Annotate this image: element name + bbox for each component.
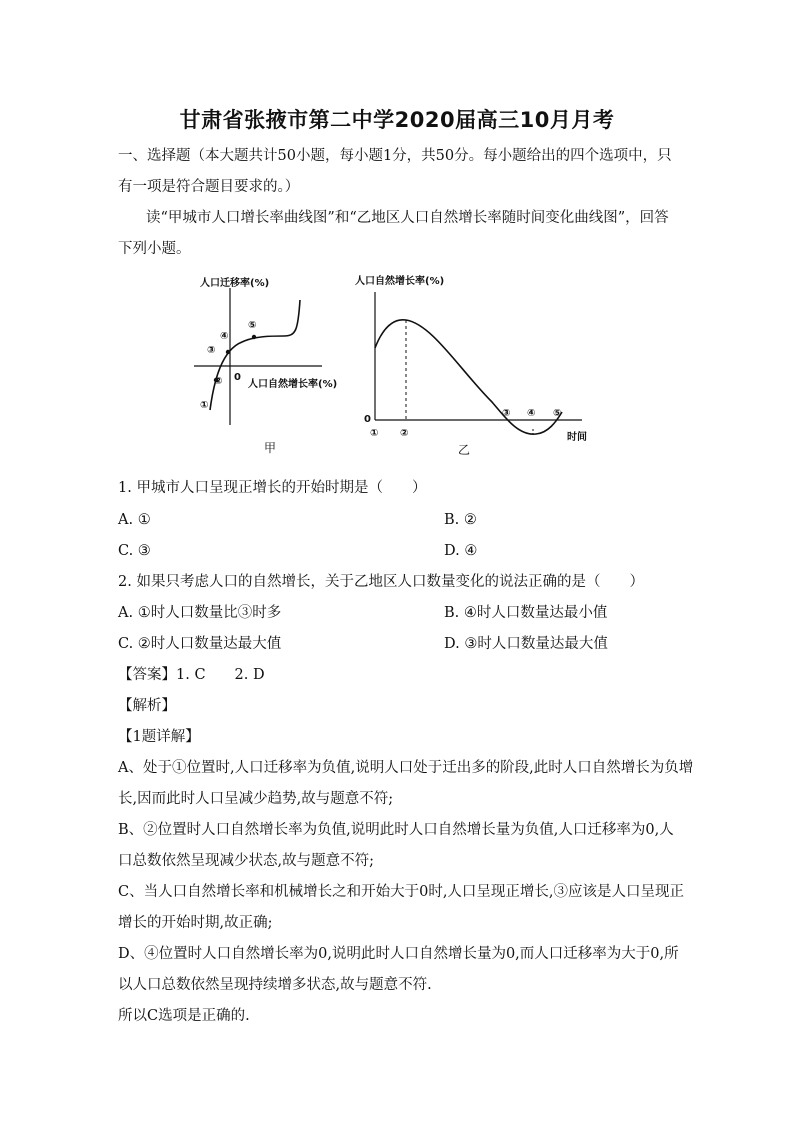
section-heading-line-2: 有一项是符合题目要求的。） [118, 179, 300, 195]
question-2-option-c: C. ②时人口数量达最大值 [118, 636, 282, 652]
analysis-line: 长,因而此时人口呈减少趋势,故与题意不符; [118, 791, 394, 807]
question-2-stem: 2. 如果只考虑人口的自然增长，关于乙地区人口数量变化的说法正确的是（ ） [118, 574, 644, 590]
question-1-option-d: D. ④ [444, 543, 478, 559]
left-graph [194, 276, 337, 455]
right-y-label: 人口自然增长率(%) [355, 276, 445, 287]
figure-svg [192, 270, 612, 460]
page-title: 甘肃省张掖市第二中学2020届高三10月月考 [179, 108, 615, 132]
intro-line-1: 读“甲城市人口增长率曲线图”和“乙地区人口自然增长率随时间变化曲线图”，回答 [146, 210, 669, 226]
question-2-option-d: D. ③时人口数量达最大值 [444, 636, 608, 652]
analysis-line: 增长的开始时期,故正确; [118, 915, 273, 931]
left-marker-5 [252, 335, 256, 339]
left-point-5: ⑤ [248, 320, 257, 331]
right-graph [355, 274, 587, 457]
right-point-5: ⑤ [553, 408, 562, 419]
analysis-line: A、处于①位置时,人口迁移率为负值,说明人口处于迁出多的阶段,此时人口自然增长为负增 [118, 760, 694, 776]
question-1-option-b: B. ② [444, 512, 477, 528]
right-point-2: ② [400, 428, 409, 439]
question-2-option-a: A. ①时人口数量比③时多 [118, 605, 282, 621]
right-point-3: ③ [502, 408, 511, 419]
left-caption: 甲 [264, 441, 277, 455]
left-point-3: ③ [207, 345, 216, 356]
question-1-stem: 1. 甲城市人口呈现正增长的开始时期是（ ） [118, 480, 427, 496]
right-point-1: ① [370, 428, 379, 439]
left-point-1: ① [200, 400, 209, 411]
right-point-4: ④ [527, 408, 536, 419]
left-marker-3 [226, 350, 230, 354]
left-point-4: ④ [220, 331, 229, 342]
question-1-option-c: C. ③ [118, 543, 151, 559]
analysis-line: B、②位置时人口自然增长率为负值,说明此时人口自然增长量为负值,人口迁移率为0,人 [118, 822, 674, 838]
analysis-conclusion: 所以C选项是正确的. [118, 1008, 250, 1024]
right-x-label: 时间 [567, 432, 587, 443]
analysis-line: 口总数依然呈现减少状态,故与题意不符; [118, 853, 374, 869]
left-origin: 0 [234, 372, 241, 383]
q1-analysis-heading: 【1题详解】 [118, 729, 200, 745]
left-y-label: 人口迁移率(%) [200, 278, 270, 289]
right-origin: 0 [364, 414, 371, 425]
right-caption: 乙 [458, 443, 471, 457]
analysis-line: 以人口总数依然呈现持续增多状态,故与题意不符. [118, 977, 432, 993]
analysis-line: D、④位置时人口自然增长率为0,说明此时人口自然增长量为0,而人口迁移率为大于0,所 [118, 946, 679, 962]
left-curve [210, 300, 300, 410]
question-2-option-b: B. ④时人口数量达最小值 [444, 605, 608, 621]
intro-line-2: 下列小题。 [118, 241, 191, 257]
section-heading-line-1: 一、选择题（本大题共计50小题，每小题1分，共50分。每小题给出的四个选项中，只 [118, 148, 672, 164]
analysis-line: C、当人口自然增长率和机械增长之和开始大于0时,人口呈现正增长,③应该是人口呈现正 [118, 884, 685, 900]
question-1-option-a: A. ① [118, 512, 151, 528]
analysis-heading: 【解析】 [118, 698, 176, 714]
population-figure [192, 270, 612, 460]
answer-line: 【答案】1. C 2. D [118, 667, 265, 683]
left-x-label: 人口自然增长率(%) [248, 379, 338, 390]
left-point-2: ② [214, 376, 223, 387]
